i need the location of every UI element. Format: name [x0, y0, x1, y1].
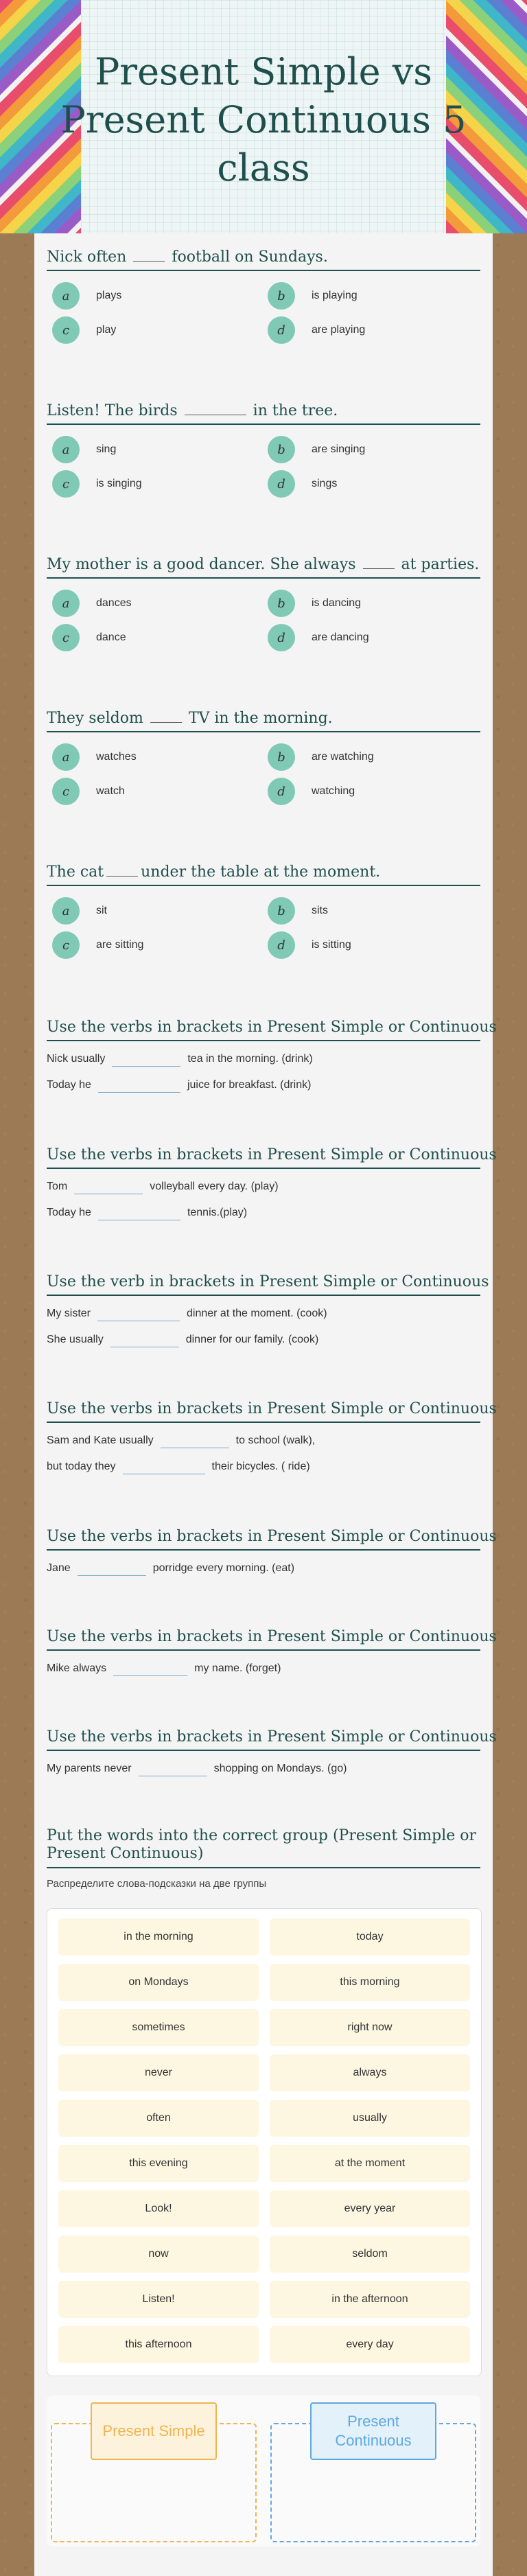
option-letter: b — [268, 436, 295, 463]
page-title: Present Simple vs Present Continuous 5 class — [60, 50, 467, 189]
fill-line: Nick usually tea in the morning. (drink) — [47, 1049, 480, 1069]
answer-field[interactable] — [139, 1762, 207, 1776]
word-chip[interactable]: seldom — [270, 2236, 470, 2273]
fill-line: Mike always my name. (forget) — [47, 1659, 480, 1678]
fill-question-6 — [47, 1628, 497, 1678]
question-title: Use the verb in brackets in Present Simple or Continuous — [47, 1273, 480, 1296]
fill-question-5 — [47, 1528, 497, 1578]
option-d[interactable]: d is sitting — [268, 931, 351, 959]
option-letter: d — [268, 470, 295, 498]
answer-field[interactable] — [123, 1460, 205, 1474]
word-chip[interactable]: this morning — [270, 1964, 470, 2001]
option-letter: b — [268, 590, 295, 617]
word-chip[interactable]: in the morning — [58, 1918, 259, 1956]
answer-field[interactable] — [110, 1333, 179, 1347]
word-chip[interactable]: every day — [270, 2326, 470, 2363]
option-b[interactable]: b is dancing — [268, 590, 361, 617]
option-c[interactable]: c is singing — [52, 470, 142, 498]
question-title: Use the verbs in brackets in Present Simple or Continuous — [47, 1628, 480, 1651]
option-letter: a — [52, 590, 80, 617]
word-chip[interactable]: now — [58, 2236, 259, 2273]
answer-field[interactable] — [98, 1078, 180, 1093]
option-letter: b — [268, 282, 295, 310]
option-c[interactable]: c watch — [52, 778, 125, 805]
word-chip[interactable]: never — [58, 2054, 259, 2091]
option-letter: d — [268, 316, 295, 344]
answer-field[interactable] — [161, 1434, 229, 1448]
present-simple-label: Present Simple — [91, 2402, 217, 2460]
mc-question-1 — [47, 248, 480, 340]
fill-line: but today they their bicycles. ( ride) — [47, 1457, 480, 1476]
fill-question-3 — [47, 1273, 489, 1349]
option-d[interactable]: d watching — [268, 778, 355, 805]
option-letter: c — [52, 316, 80, 344]
option-letter: a — [52, 897, 80, 925]
option-a[interactable]: a sit — [52, 897, 107, 925]
fill-line: Today he tennis.(play) — [47, 1203, 480, 1222]
worksheet — [34, 233, 497, 2576]
option-a[interactable]: a watches — [52, 743, 137, 771]
fill-question-1 — [47, 1019, 497, 1095]
question-text: They seldom TV in the morning. — [47, 710, 480, 732]
answer-field[interactable] — [112, 1052, 180, 1067]
option-letter: a — [52, 282, 80, 310]
mc-question-4 — [47, 710, 480, 801]
option-b[interactable]: b are watching — [268, 743, 374, 771]
fill-question-4 — [47, 1400, 497, 1476]
option-letter: c — [52, 624, 80, 651]
fill-line: Tom volleyball every day. (play) — [47, 1177, 480, 1196]
option-b[interactable]: b sits — [268, 897, 328, 925]
fill-line: Today he juice for breakfast. (drink) — [47, 1076, 480, 1095]
option-letter: a — [52, 436, 80, 463]
word-bank — [47, 1908, 482, 2376]
word-chip[interactable]: every year — [270, 2190, 470, 2227]
option-letter: c — [52, 778, 80, 805]
word-chip[interactable]: right now — [270, 2009, 470, 2046]
answer-field[interactable] — [98, 1206, 180, 1220]
question-title: Use the verbs in brackets in Present Simple or Continuous — [47, 1728, 480, 1751]
option-a[interactable]: a sing — [52, 436, 116, 463]
option-letter: d — [268, 931, 295, 959]
option-b[interactable]: b are singing — [268, 436, 365, 463]
option-b[interactable]: b is playing — [268, 282, 358, 310]
word-chip[interactable]: Listen! — [58, 2281, 259, 2318]
word-chip[interactable]: on Mondays — [58, 1964, 259, 2001]
question-title: Use the verbs in brackets in Present Simple or Continuous — [47, 1528, 480, 1551]
fill-question-7 — [47, 1728, 497, 1778]
option-letter: c — [52, 470, 80, 498]
word-chip[interactable]: usually — [270, 2100, 470, 2137]
option-c[interactable]: c dance — [52, 624, 126, 651]
word-chip[interactable]: today — [270, 1918, 470, 1956]
question-text: The cat under the table at the moment. — [47, 863, 480, 886]
group-drop-area — [47, 2395, 480, 2546]
word-chip[interactable]: this afternoon — [58, 2326, 259, 2363]
fill-line: She usually dinner for our family. (cook) — [47, 1330, 480, 1349]
word-chip[interactable]: at the moment — [270, 2145, 470, 2182]
question-title: Use the verbs in brackets in Present Simple or Continuous — [47, 1400, 480, 1423]
question-title: Put the words into the correct group (Present Simple or Present Continuous) — [47, 1827, 480, 1868]
answer-field[interactable] — [78, 1562, 146, 1576]
option-letter: a — [52, 743, 80, 771]
option-d[interactable]: d are dancing — [268, 624, 369, 651]
mc-question-2 — [47, 402, 480, 494]
option-a[interactable]: a dances — [52, 590, 132, 617]
fill-line: My sister dinner at the moment. (cook) — [47, 1304, 480, 1323]
fill-line: Sam and Kate usually to school (walk), — [47, 1431, 480, 1450]
option-letter: d — [268, 778, 295, 805]
word-chip[interactable]: often — [58, 2100, 259, 2137]
word-chip[interactable]: in the afternoon — [270, 2281, 470, 2318]
word-chip[interactable]: Look! — [58, 2190, 259, 2227]
fill-line: My parents never shopping on Mondays. (go) — [47, 1759, 480, 1778]
option-d[interactable]: d are playing — [268, 316, 365, 344]
task-note: Распределите слова-подсказки на две группы — [47, 1878, 267, 1890]
question-text: Nick often football on Sundays. — [47, 248, 480, 271]
present-continuous-label: Present Continuous — [310, 2402, 436, 2460]
question-text: Listen! The birds in the tree. — [47, 402, 480, 425]
word-chip[interactable]: always — [270, 2054, 470, 2091]
fill-question-2 — [47, 1146, 497, 1222]
question-text: My mother is a good dancer. She always at parties. — [47, 556, 480, 579]
option-c[interactable]: c are sitting — [52, 931, 143, 959]
option-letter: b — [268, 897, 295, 925]
option-letter: d — [268, 624, 295, 651]
group-task — [47, 1827, 480, 1890]
option-letter: c — [52, 931, 80, 959]
option-d[interactable]: d sings — [268, 470, 337, 498]
answer-field[interactable] — [97, 1307, 180, 1321]
answer-field[interactable] — [113, 1662, 187, 1676]
mc-question-5 — [47, 863, 480, 955]
question-title: Use the verbs in brackets in Present Simple or Continuous — [47, 1019, 480, 1041]
fill-line: Jane porridge every morning. (eat) — [47, 1559, 480, 1578]
option-a[interactable]: a plays — [52, 282, 121, 310]
option-c[interactable]: c play — [52, 316, 116, 344]
question-title: Use the verbs in brackets in Present Simple or Continuous — [47, 1146, 480, 1169]
option-letter: b — [268, 743, 295, 771]
word-chip[interactable]: this evening — [58, 2145, 259, 2182]
mc-question-3 — [47, 556, 480, 647]
answer-field[interactable] — [74, 1180, 143, 1194]
word-chip[interactable]: sometimes — [58, 2009, 259, 2046]
